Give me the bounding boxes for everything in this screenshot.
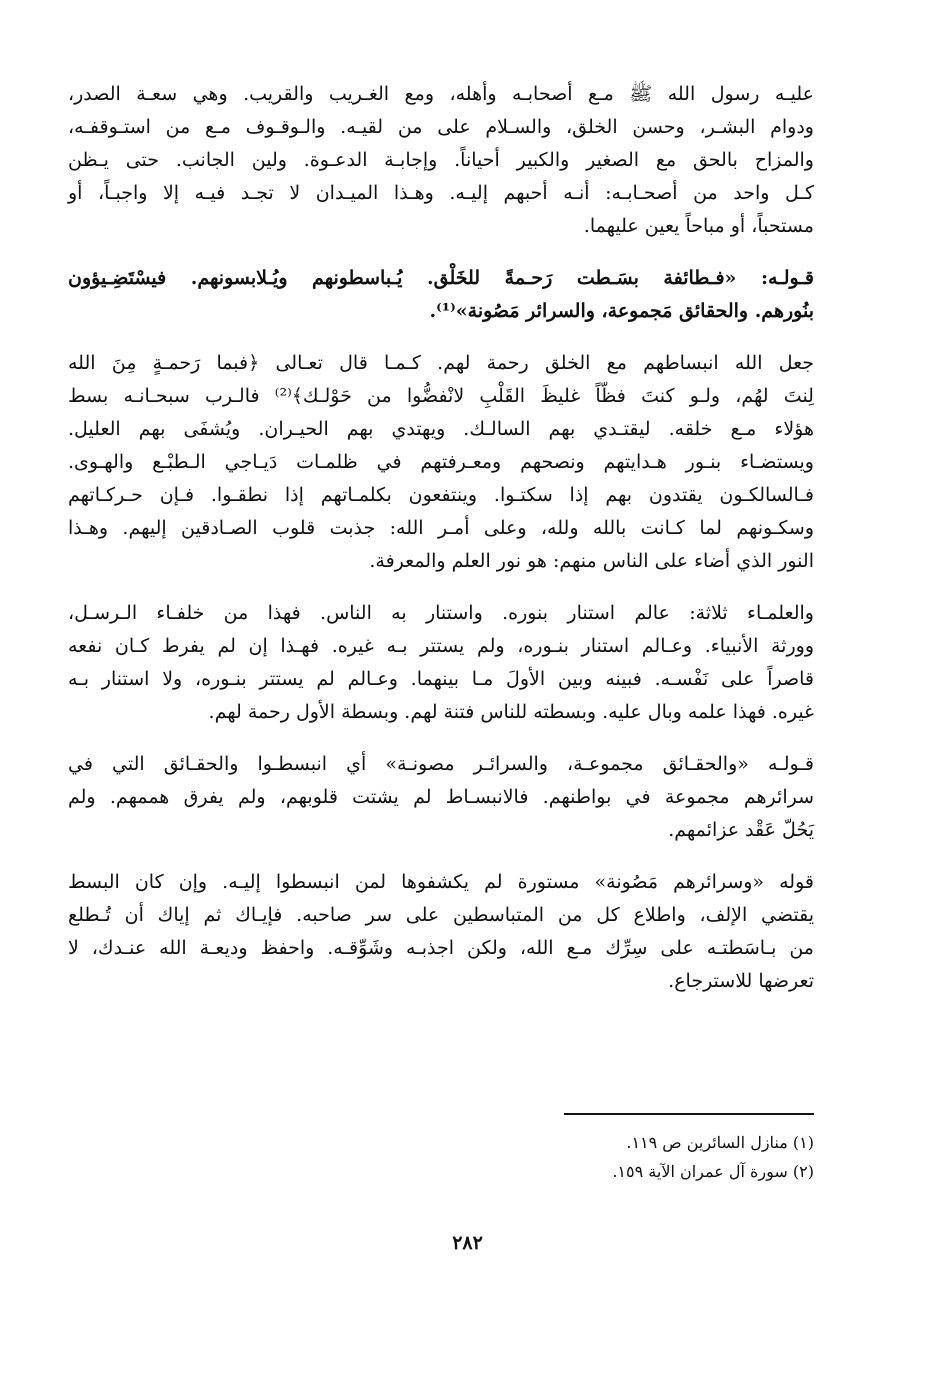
paragraph [68, 866, 814, 998]
text-line: يقتضي الإلف، واطلاع كل من المتباسطين على سر صاحبه. فإيـاك ثم إياك أن تُـطلع [68, 904, 814, 926]
text-line: سرائرهم مجموعة في بواطنهم. فالانبسـاط لم يشتت قلوبهم، ولم يفرق هممهم. ولم [68, 786, 814, 808]
footnote-2: (٢) سورة آل عمران الآية ١٥٩. [612, 1162, 814, 1181]
text-line: لِنتَ لهُم، ولـو كنتَ فظّاً غليظَ القَلْبِ لانْفضُّوا من حَوْلـك﴾⁽²⁾ فالـرب سبحـانـه بسط [68, 385, 814, 407]
text-line: ودوام البشـر، وحسن الخلق، والسـلام على من لقيـه. والـوقـوف مـع من استـوقفـه، [68, 116, 814, 138]
text-line: فـالسالكـون يقتدون بهم إذا سكتـوا. وينتفعون بكلمـاتهم إذا نطقـوا. فـإن حـركـاتهم [68, 484, 814, 506]
text-line: من بـاسَطتـه على سِرِّك مـع الله، ولكن اجذبـه وشَوِّقـه. واحفظ وديعـة الله عنـدك، لا [68, 937, 814, 959]
paragraph [68, 597, 814, 729]
text-line: مستحباً، أو مباحاً يعين عليهما. [583, 215, 814, 237]
text-line: تعرضها للاسترجاع. [668, 970, 814, 992]
text-line: عليـه رسول الله ﷺ مـع أصحابـه وأهله، ومع الغـريب والقريب. وهي سعـة الصدر، [68, 83, 814, 105]
text-line: وورثة الأنبياء. وعـالم استنار بنـوره، ولم يستتر بـه غيره. فهـذا إن لم يفرط كـان نفعه [68, 635, 814, 657]
text-line: يَحُلّ عَقْد عزائمهم. [668, 819, 814, 841]
text-line: بنُورهم. والحقائق مَجموعة، والسرائر مَصُونة»⁽¹⁾. [429, 300, 814, 322]
text-line: قـولـه «والحقـائق مجموعـة، والسرائـر مصونـة» أي انبسطـوا والحقـائق التي في [68, 753, 814, 775]
paragraph [68, 262, 814, 328]
footnotes [300, 1128, 814, 1186]
text-line: كـل واحد من أصحـابـه: أنـه أحبهم إليـه. وهـذا الميـدان لا تجـد فيـه إلا واجبـاً، أو [68, 182, 814, 204]
body-text [68, 78, 814, 1017]
paragraph [68, 78, 814, 243]
text-line: غيره. فهذا علمه وبال عليه. وبسطته للناس فتنة لهم. وبسطة الأول رحمة لهم. [208, 701, 814, 723]
paragraph [68, 748, 814, 847]
text-line: هؤلاء مـع خلقه. ليقتـدي بهم السالـك. ويهتدي بهم الحيـران. ويُشفَى بهم العليل. [68, 418, 814, 440]
footnote-divider [564, 1113, 814, 1115]
text-line: وسكـونهم لما كـانت بالله ولله، وعلى أمـر الله: جذبت قلوب الصـادقين إليهم. وهـذا [68, 517, 814, 539]
footnote-1: (١) منازل السائرين ص ١١٩. [626, 1133, 814, 1152]
text-line: والمزاح بالحق مع الصغير والكبير أحياناً. وإجابـة الدعـوة. ولين الجانب. حتى يـظن [68, 149, 814, 171]
page-number: ٢٨٢ [452, 1232, 483, 1254]
text-line: جعل الله انبساطهم مع الخلق رحمة لهم. كـمـا قال تعـالى ﴿فبما رَحمـةٍ مِنَ الله [68, 352, 814, 374]
text-line: النور الذي أضاء على الناس منهم: هو نور العلم والمعرفة. [369, 550, 814, 572]
text-line: قاصراً على نَفْسـه. فبينه وبين الأولَ مـا بينهما. وعـالم لم يستتر بنـوره، ولا استنار بـه [68, 668, 814, 690]
text-line: قوله «وسرائرهم مَصُونة» مستورة لم يكشفوها لمن انبسطوا إليـه. وإن كان البسط [68, 871, 814, 893]
text-line: ويستضـاء بنـور هـدايتهم ونصحهم ومعـرفتهم في ظلمـات دَيـاجي الـطبْـع والهـوى. [68, 451, 814, 473]
paragraph [68, 347, 814, 578]
text-line: والعلمـاء ثلاثة: عالم استنار بنوره. واستنار به الناس. فهذا من خلفـاء الـرسـل، [68, 602, 814, 624]
text-line: قـولـه: «فـطائفة بسَـطت رَحـمةً للخَلْق. يُـباسطونهم ويُـلابسونهم. فيسْتَضِـيؤون [68, 267, 814, 289]
